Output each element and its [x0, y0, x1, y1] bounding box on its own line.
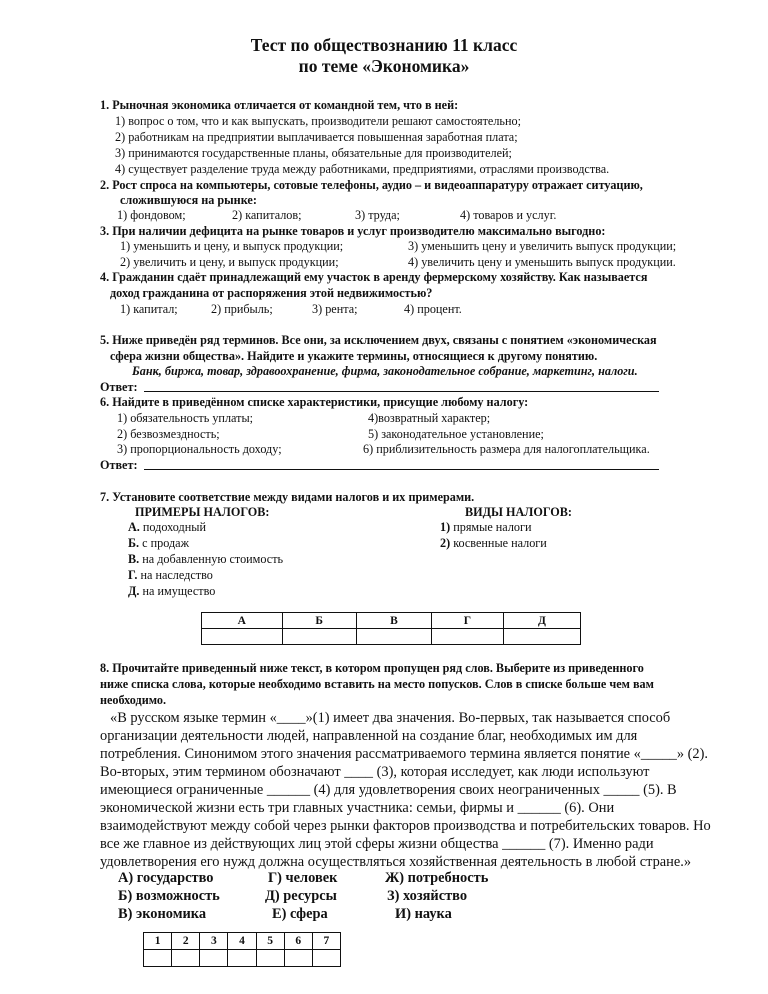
q7-answer-cell[interactable]: [202, 629, 283, 645]
q8-question: 8. Прочитайте приведенный ниже текст, в котором пропущен ряд слов. Выберите из приведенного: [100, 661, 644, 675]
q8-answer-header-cell: 3: [200, 933, 228, 950]
q8-answer-header-cell: 2: [172, 933, 200, 950]
q8-word: Г) человек: [268, 870, 338, 886]
q5-question-cont: сфера жизни общества». Найдите и укажите термины, относящиеся к другому понятию.: [110, 349, 598, 363]
q1-option-1: 1) вопрос о том, что и как выпускать, производители решают самостоятельно;: [115, 114, 521, 128]
q8-question-cont: ниже списка слова, которые необходимо вставить на место попусков. Слов в списке больше чем вам: [100, 677, 654, 691]
q6-option-5: 5) законодательное установление;: [368, 427, 544, 441]
q2-question-cont: сложившуюся на рынке:: [120, 193, 257, 207]
q8-word: Б) возможность: [118, 888, 220, 904]
q5-answer-label: Ответ:: [100, 380, 138, 394]
q7-answer-cell[interactable]: [431, 629, 503, 645]
q6-answer-line[interactable]: [144, 469, 659, 470]
q3-option-4: 4) увеличить цену и уменьшить выпуск продукции.: [408, 255, 676, 269]
q6-option-4: 4)возвратный характер;: [368, 411, 491, 425]
q8-answer-cell[interactable]: [172, 950, 200, 967]
q7-example-g: Г. на наследство: [128, 568, 213, 582]
q8-answer-table: [143, 932, 341, 967]
q5-answer-line[interactable]: [144, 391, 659, 392]
q1-option-3: 3) принимаются государственные планы, обязательные для производителей;: [115, 146, 512, 160]
q7-answer-cell[interactable]: [356, 629, 431, 645]
q7-answer-header-cell: А: [202, 613, 283, 629]
q1-question: 1. Рыночная экономика отличается от командной тем, что в ней:: [100, 98, 459, 112]
q1-option-2: 2) работникам на предприятии выплачивается повышенная заработная плата;: [115, 130, 518, 144]
page-title: Тест по обществознанию 11 класс: [250, 35, 518, 55]
q7-answer-header-cell: Б: [282, 613, 356, 629]
q7-type-2: 2) косвенные налоги: [440, 536, 547, 550]
q8-answer-cell[interactable]: [144, 950, 172, 967]
q1-option-4: 4) существует разделение труда между работниками, предприятиями, отраслями производства.: [115, 162, 610, 176]
q4-option-2: 2) прибыль;: [211, 302, 273, 316]
q2-option-3: 3) труда;: [355, 208, 400, 222]
q2-question: 2. Рост спроса на компьютеры, сотовые телефоны, аудио – и видеоаппаратуру отражает ситуацию,: [100, 178, 643, 192]
q7-example-a: А. подоходный: [128, 520, 206, 534]
q3-option-3: 3) уменьшить цену и увеличить выпуск продукции;: [408, 239, 677, 253]
q8-answer-header-cell: 7: [312, 933, 340, 950]
q8-text-line: «В русском языке термин «____»(1) имеет два значения. Во-первых, так называется способ: [110, 710, 671, 726]
q7-examples-header: ПРИМЕРЫ НАЛОГОВ:: [135, 505, 270, 519]
q8-answer-cell[interactable]: [284, 950, 312, 967]
q7-answer-header-cell: Г: [431, 613, 503, 629]
q4-option-1: 1) капитал;: [120, 302, 178, 316]
q8-answer-cell[interactable]: [228, 950, 256, 967]
q8-text-line: потребления. Синонимом этого значения рассматриваемого термина является понятие «_____» (2).: [100, 746, 709, 762]
q6-answer-label: Ответ:: [100, 458, 138, 472]
q8-word: З) хозяйство: [387, 888, 468, 904]
q8-word: В) экономика: [118, 906, 207, 922]
q4-question-cont: доход гражданина от распоряжения этой недвижимостью?: [110, 286, 433, 300]
q8-word: А) государство: [118, 870, 214, 886]
q7-types-header: ВИДЫ НАЛОГОВ:: [465, 505, 572, 519]
q7-question: 7. Установите соответствие между видами налогов и их примерами.: [100, 490, 475, 504]
q8-answer-header-cell: 4: [228, 933, 256, 950]
q8-text-line: все же главное из действующих лиц этой сферы жизни общества ______ (7). Именно ради: [100, 836, 654, 852]
q6-question: 6. Найдите в приведённом списке характеристики, присущие любому налогу:: [100, 395, 529, 409]
q5-question: 5. Ниже приведён ряд терминов. Все они, за исключением двух, связаны с понятием «экономическая: [100, 333, 657, 347]
q3-question: 3. При наличии дефицита на рынке товаров и услуг производителю максимально выгодно:: [100, 224, 606, 238]
q8-question-end: необходимо.: [100, 693, 166, 707]
q8-word: Д) ресурсы: [265, 888, 337, 904]
q8-text-line: имеющиеся ограниченные ______ (4) для удовлетворения своих неограниченных _____ (5). В: [100, 782, 677, 798]
q7-example-v: В. на добавленную стоимость: [128, 552, 284, 566]
q8-text-line: удовлетворения его нужд должна осуществляться хозяйственная деятельность в любой стране.»: [100, 854, 692, 870]
q6-option-3: 3) пропорциональность доходу;: [117, 442, 282, 456]
q7-answer-cell[interactable]: [503, 629, 580, 645]
q8-answer-cell[interactable]: [256, 950, 284, 967]
q5-terms: Банк, биржа, товар, здравоохранение, фирма, законодательное собрание, маркетинг, налоги.: [132, 364, 638, 378]
q7-answer-table: [201, 612, 581, 645]
q7-example-b: Б. с продаж: [128, 536, 190, 550]
q8-text-line: экономической жизни есть три главных участника: семьи, фирмы и ______ (6). Они: [100, 800, 615, 816]
q7-answer-cell[interactable]: [282, 629, 356, 645]
q8-answer-cell[interactable]: [312, 950, 340, 967]
q8-word: Е) сфера: [272, 906, 328, 922]
q4-option-4: 4) процент.: [404, 302, 462, 316]
q8-answer-header-cell: 6: [284, 933, 312, 950]
q7-example-d: Д. на имущество: [128, 584, 216, 598]
q8-answer-header-cell: 1: [144, 933, 172, 950]
q3-option-1: 1) уменьшить и цену, и выпуск продукции;: [120, 239, 344, 253]
q8-text-line: взаимодействуют между собой через рынки факторов производства и потребительских товаров. Но: [100, 818, 711, 834]
q3-option-2: 2) увеличить и цену, и выпуск продукции;: [120, 255, 339, 269]
q2-option-1: 1) фондовом;: [117, 208, 186, 222]
q4-question: 4. Гражданин сдаёт принадлежащий ему участок в аренду фермерскому хозяйству. Как называется: [100, 270, 648, 284]
q7-answer-header-cell: В: [356, 613, 431, 629]
q7-type-1: 1) прямые налоги: [440, 520, 532, 534]
q8-answer-header-cell: 5: [256, 933, 284, 950]
q8-word: И) наука: [395, 906, 452, 922]
q2-option-2: 2) капиталов;: [232, 208, 302, 222]
q8-text-line: Во-вторых, этим термином обозначают ____ (3), которая исследует, как люди используют: [100, 764, 650, 780]
page-subtitle: по теме «Экономика»: [298, 56, 470, 76]
q6-option-6: 6) приблизительность размера для налогоплательщика.: [363, 442, 650, 456]
q4-option-3: 3) рента;: [312, 302, 358, 316]
q8-word: Ж) потребность: [385, 870, 489, 886]
q8-text-line: организации деятельности людей, направленной на создание благ, необходимых им для: [100, 728, 638, 744]
q7-answer-header-cell: Д: [503, 613, 580, 629]
q8-answer-cell[interactable]: [200, 950, 228, 967]
q6-option-2: 2) безвозмездность;: [117, 427, 220, 441]
q2-option-4: 4) товаров и услуг.: [460, 208, 557, 222]
q6-option-1: 1) обязательность уплаты;: [117, 411, 254, 425]
